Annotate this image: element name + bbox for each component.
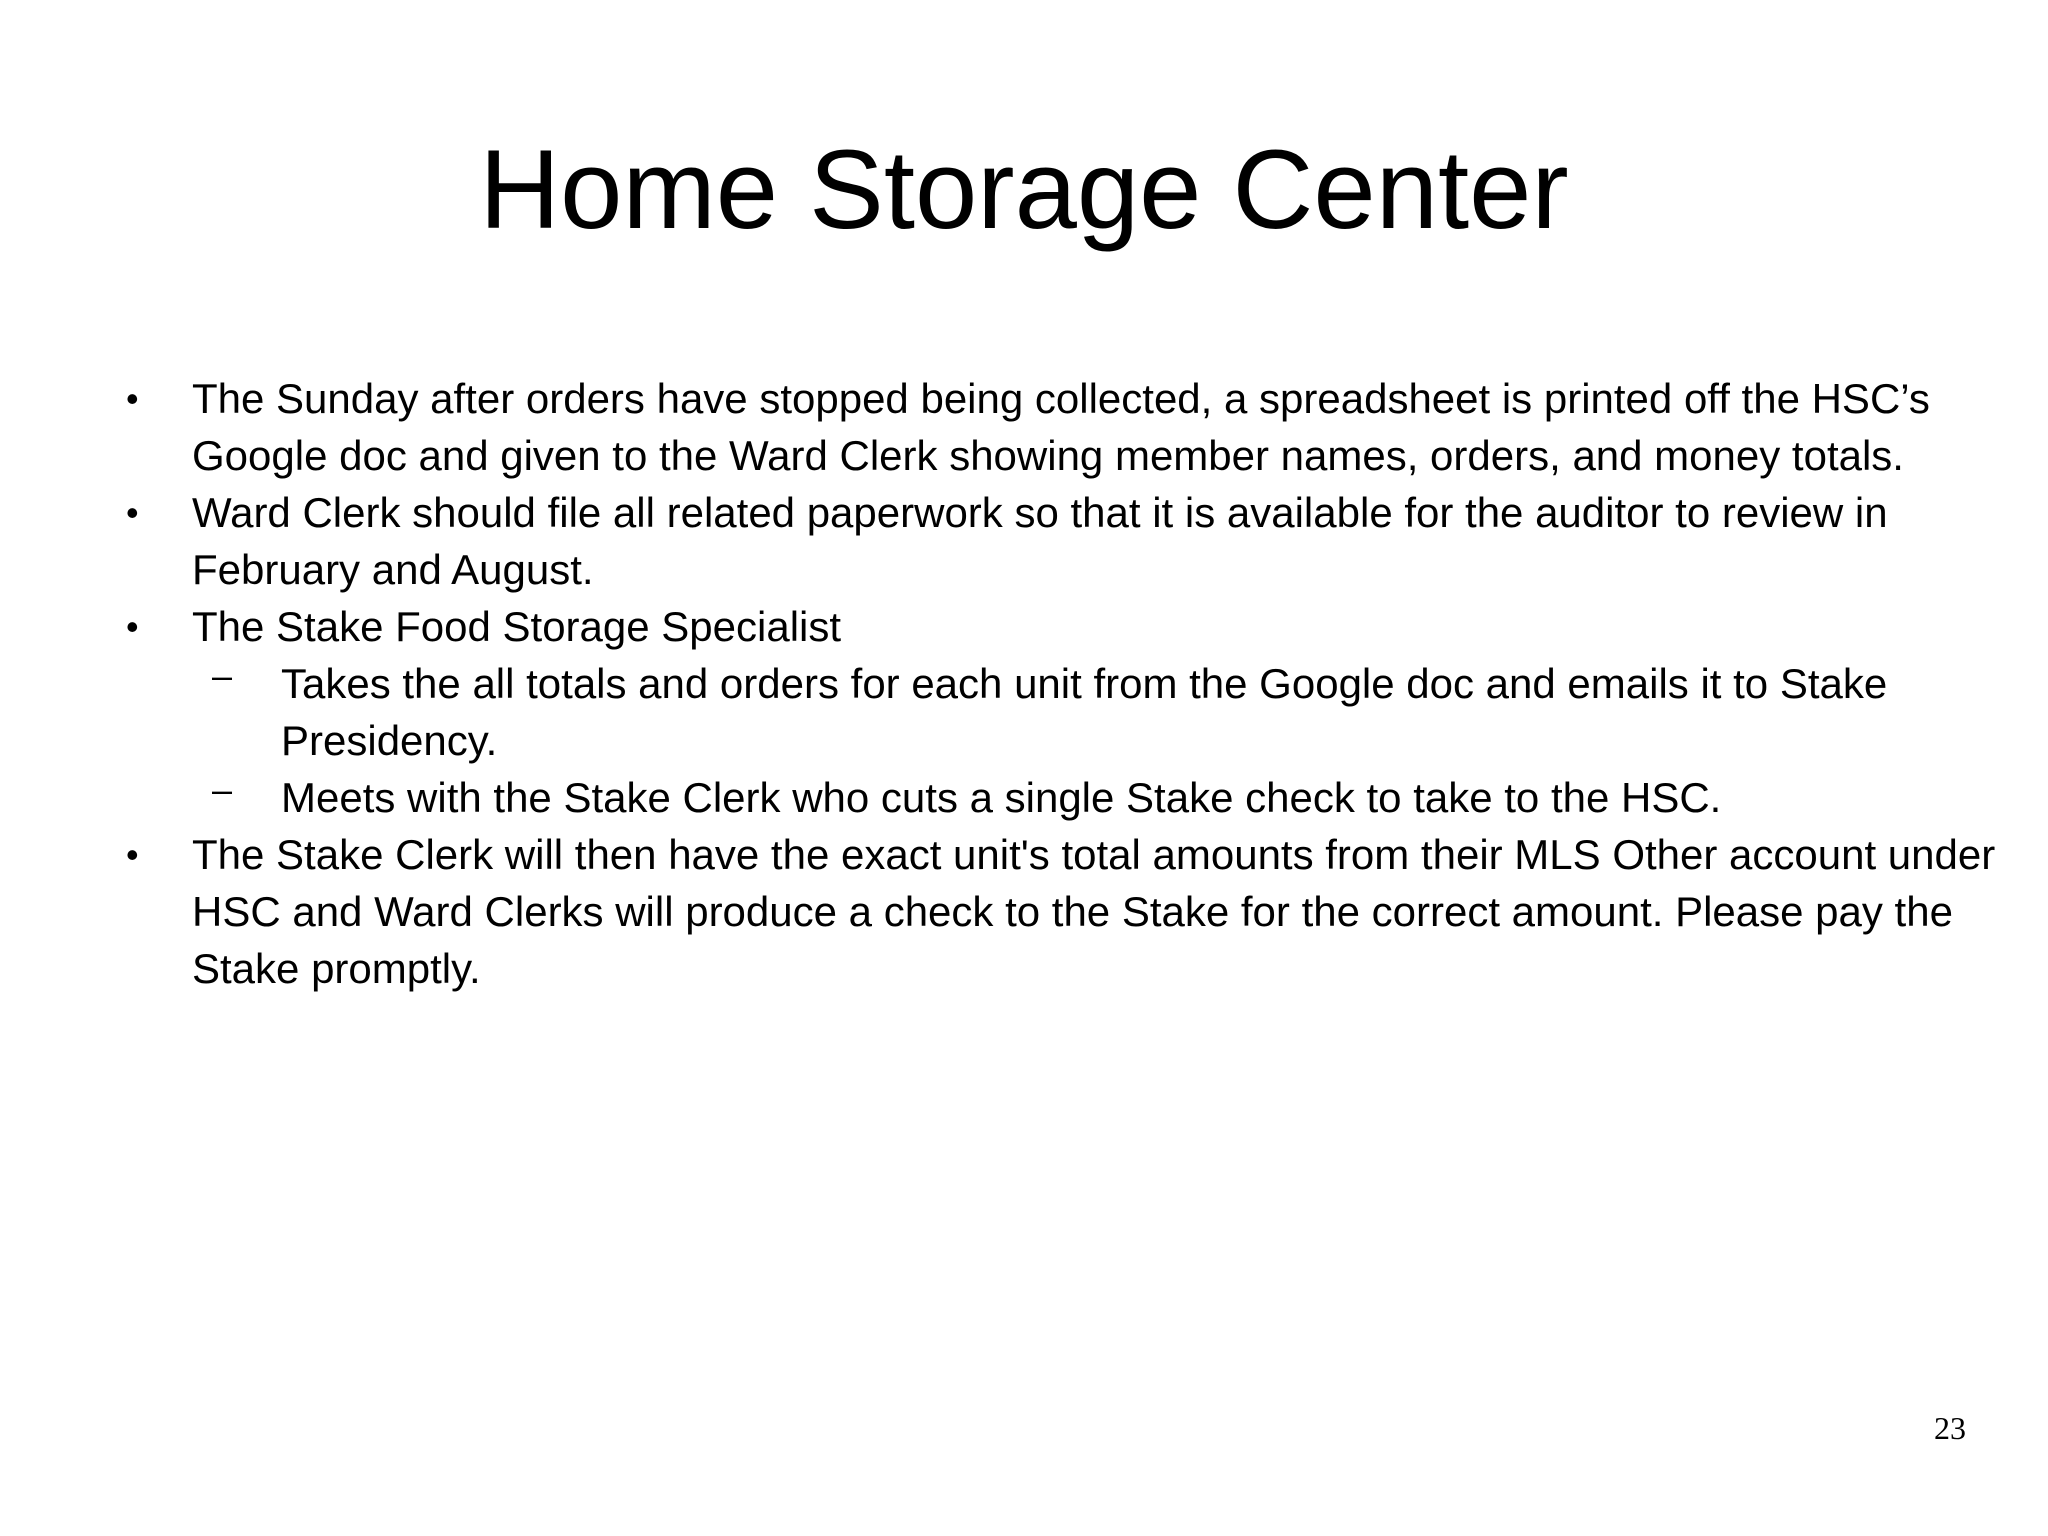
- sub-bullet-text: Meets with the Stake Clerk who cuts a single Stake check to take to the HSC.: [281, 774, 1722, 821]
- sub-bullet-marker: –: [212, 655, 233, 696]
- sub-bullet-item: [0, 769, 2048, 826]
- sub-bullet-text: Takes the all totals and orders for each unit from the Google doc and emails it to Stake Presidency.: [281, 660, 1888, 764]
- bullet-marker: •: [126, 834, 139, 875]
- slide-body: [0, 370, 2048, 997]
- bullet-marker: •: [126, 492, 139, 533]
- bullet-text: The Stake Clerk will then have the exact unit's total amounts from their MLS Other account under HSC and Ward Clerks will produce a check to the Stake for the correct amount. Please pay the Stake promptly.: [192, 831, 1996, 992]
- bullet-item: [0, 826, 2048, 997]
- bullet-text: The Stake Food Storage Specialist: [192, 603, 842, 650]
- bullet-text: Ward Clerk should file all related paperwork so that it is available for the auditor to review in February and August.: [192, 489, 1888, 593]
- slide-title: Home Storage Center: [479, 127, 1569, 252]
- page-number: 23: [1934, 1410, 1966, 1446]
- sub-bullet-marker: –: [212, 769, 233, 810]
- bullet-marker: •: [126, 606, 139, 647]
- sub-bullet-item: [0, 655, 2048, 769]
- bullet-text: The Sunday after orders have stopped being collected, a spreadsheet is printed off the HSC’s Google doc and given to the Ward Clerk showing member names, orders, and money totals.: [192, 375, 1930, 479]
- bullet-item: [0, 484, 2048, 598]
- bullet-item: [0, 370, 2048, 484]
- bullet-item: [0, 598, 2048, 655]
- bullet-marker: •: [126, 378, 139, 419]
